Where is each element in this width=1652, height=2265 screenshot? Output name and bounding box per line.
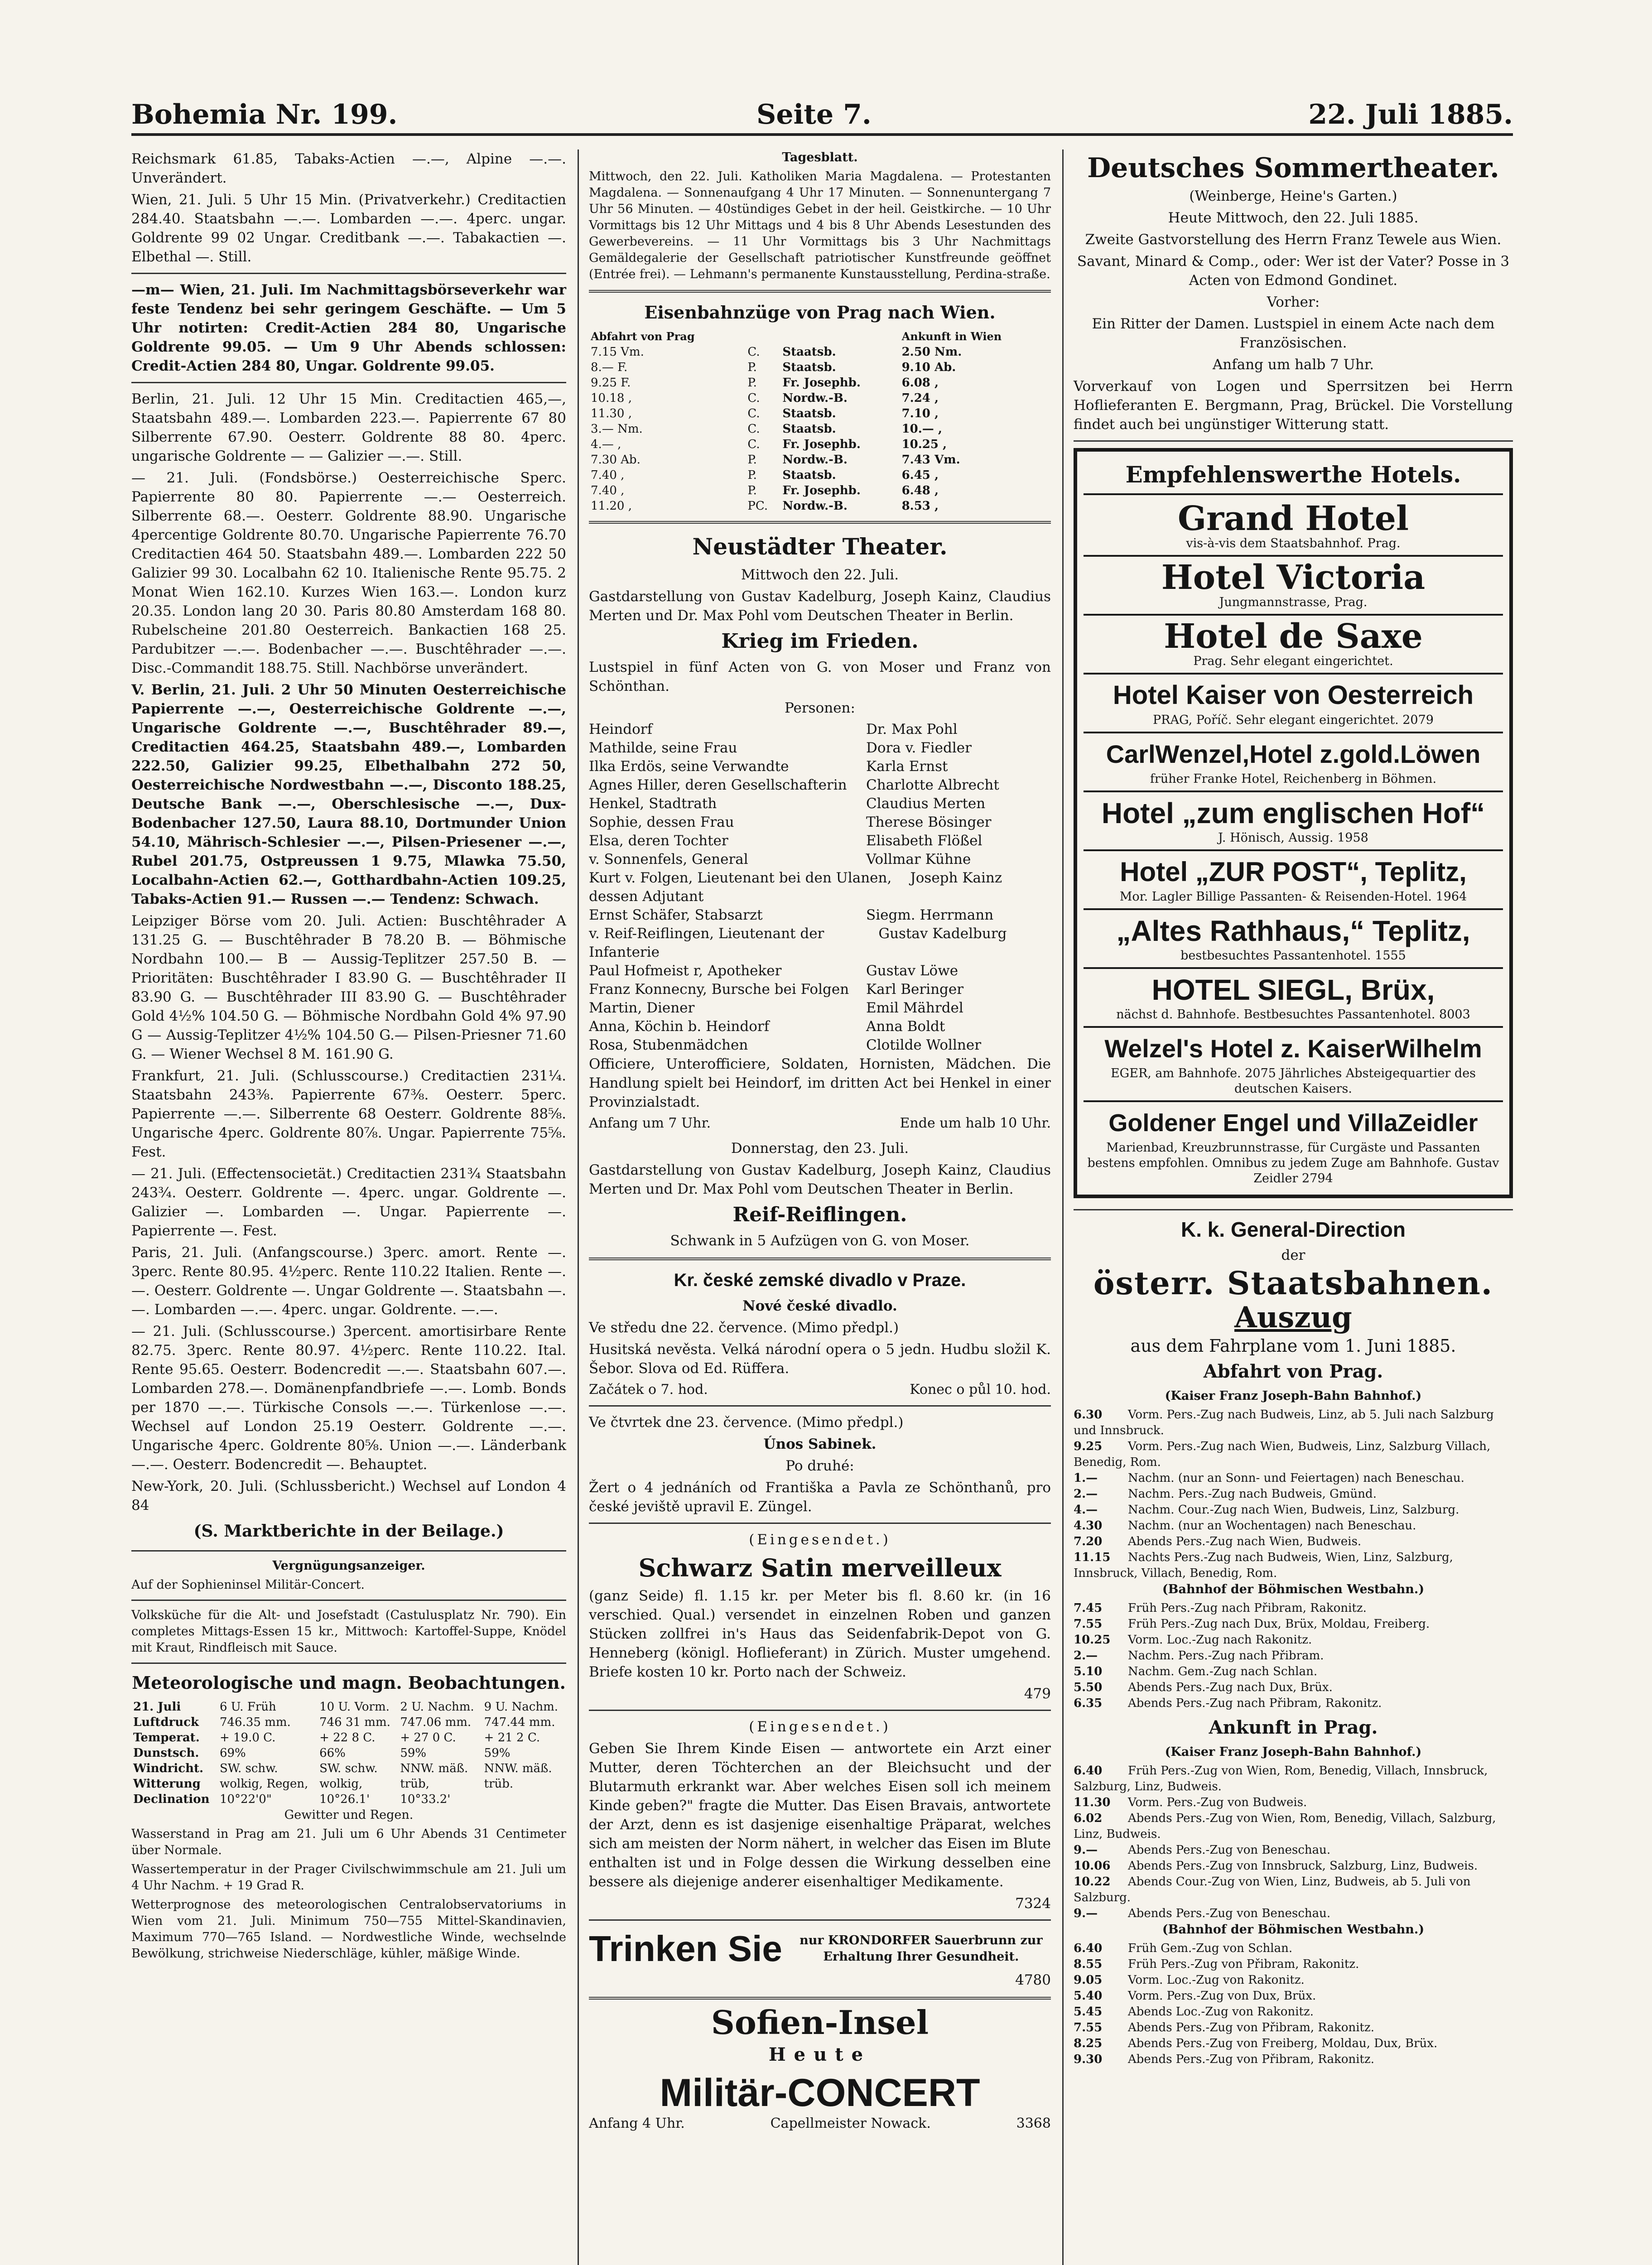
market-report: New-York, 20. Juli. (Schlussbericht.) Wechsel auf London 4 84	[131, 1478, 566, 1513]
table-row: 11.20 , PC. Nordw.-B. 8.53 ,	[591, 499, 939, 513]
departures-heading: Abfahrt von Prag.	[1203, 1361, 1383, 1382]
section-heading: Eisenbahnzüge von Prag nach Wien.	[644, 302, 996, 323]
hotel-ad: Goldener Engel und VillaZeidler Marienbad, Kreuzbrunnstrasse, für Curgäste und Passanten bestens empfohlen. Omnibus zu jedem Zuge am Bahnhofe. Gustav Zeidler 2794	[1087, 1109, 1499, 1186]
mineral-water-ad	[589, 1927, 1051, 1971]
market-report: — 21. Juli. (Effectensocietät.) Creditactien 231¾ Staatsbahn 243¾. Oesterr. Goldrente —. 4perc. ungar. Goldrente —. Galizier —. Lombarden —. Ungar. Papierrente —. Papierrente —. Fest.	[131, 1166, 566, 1239]
table-row: 11.30 , C. Staatsb. 7.10 ,	[591, 407, 939, 420]
performance-date: Mittwoch den 22. Juli.	[741, 567, 899, 583]
list-item: 7.45 Früh Pers.-Zug nach Přibram, Rakonitz.	[1074, 1601, 1367, 1615]
play-note: Vorher:	[1267, 294, 1320, 310]
hotel-ad: Hotel Victoria Jungmannstrasse, Prag.	[1084, 557, 1503, 616]
table-row: 9.25 F. P. Fr. Josephb. 6.08 ,	[591, 376, 939, 390]
performance-date: Heute Mittwoch, den 22. Juli 1885.	[1168, 210, 1419, 226]
market-report: Frankfurt, 21. Juli. (Schlusscourse.) Creditactien 231¼. Staatsbahn 243⅜. Papierrente 67⅜. Oesterr. 5perc. Papierrente —.—. Silberrente 68 Oesterr. Goldrente 88⅝. Ungarische 4perc. Goldrente 80⅞. Ungar. Papierrente 75⅝. Fest.	[131, 1068, 566, 1160]
list-item: 10.06 Abends Pers.-Zug von Innsbruck, Salzburg, Linz, Budweis.	[1074, 1859, 1478, 1873]
list-item: Ilka Erdös, seine Verwandte Karla Ernst	[589, 758, 948, 775]
table-row: 7.15 Vm. C. Staatsb. 2.50 Nm.	[591, 345, 962, 359]
performance-date: Ve čtvrtek dne 23. července. (Mimo předpl.)	[589, 1414, 904, 1431]
list-item: Heindorf Dr. Max Pohl	[589, 721, 958, 737]
list-item: 5.50 Abends Pers.-Zug nach Dux, Brüx.	[1074, 1681, 1333, 1694]
divider	[589, 1919, 1051, 1921]
list-item: Mathilde, seine Frau Dora v. Fiedler	[589, 740, 972, 756]
list-item: 10.22 Abends Cour.-Zug von Wien, Linz, Budweis, ab 5. Juli von Salzburg.	[1074, 1875, 1471, 1904]
list-item: 9.— Abends Pers.-Zug von Beneschau.	[1074, 1843, 1331, 1857]
performance-times: Začátek o 7. hod. Konec o půl 10. hod.	[589, 1382, 1051, 1398]
list-item: 8.25 Abends Pers.-Zug von Freiberg, Moldau, Dux, Brüx.	[1074, 2037, 1438, 2050]
hotel-ad: Hotel „zum englischen Hof“ J. Hönisch, Aussig. 1958	[1084, 792, 1503, 851]
market-report: — 21. Juli. (Fondsbörse.) Oesterreichische Sperc. Papierrente 80 80. Papierrente —.— Oesterreich. Silberrente 68.—. Oesterr. Goldrente 88.90. Ungarische 4percentige Goldrente 80.70. Ungarische Papierrente 76.70 Creditactien 464 50. Staatsbahn 489.—. Lombarden 222 50 Galizier 99 30. Localbahn 62 10. Italienische Rente 95.75. 2 Monat Wien 162.10. Kurzes Wien 163.—. London kurz 20.35. London lang 20 30. Paris 80.80 Amsterdam 168 80. Rubelscheine 201.80 Oesterreich. Bankactien 168 25. Pardubitzer —.—. Bodenbacher —.—. Buschtêhrader —.—. Disc.-Commandit 188.75. Still. Nachbörse unverändert.	[131, 470, 566, 676]
table-row: Witterung wolkig, Regen, wolkig, trüb, trüb.	[133, 1777, 514, 1791]
list-item: 7.55 Früh Pers.-Zug nach Dux, Brüx, Moldau, Freiberg.	[1074, 1617, 1430, 1631]
play-description: Lustspiel in fünf Acten von G. von Moser und Franz von Schönthan.	[589, 659, 1051, 694]
hotel-ad: CarlWenzel,Hotel z.gold.Löwen früher Franke Hotel, Reichenberg in Böhmen.	[1084, 733, 1503, 792]
ad-number: 4780	[1015, 1972, 1051, 1988]
table-row: 7.40 , P. Fr. Josephb. 6.48 ,	[591, 484, 939, 497]
play-description: Husitská nevěsta. Velká národní opera o 5 jedn. Hudbu složil K. Šebor. Slova od Ed. Rüffera.	[589, 1341, 1051, 1377]
station-heading: (Kaiser Franz Joseph-Bahn Bahnhof.)	[1165, 1745, 1422, 1759]
divider	[1074, 440, 1513, 442]
market-report: Reichsmark 61.85, Tabaks-Actien —.—, Alpine —.—. Unverändert.	[131, 151, 566, 186]
weather-table	[131, 1699, 566, 1807]
header-page-number: Seite 7.	[756, 99, 872, 130]
list-item: 4.— Nachm. Cour.-Zug nach Wien, Budweis, Linz, Salzburg.	[1074, 1503, 1459, 1517]
divider	[131, 1550, 566, 1552]
departure-list	[1074, 1600, 1513, 1711]
header-date: 22. Juli 1885.	[1308, 99, 1513, 130]
list-item: 9.25 Vorm. Pers.-Zug nach Wien, Budweis, Linz, Salzburg Villach, Benedig, Rom.	[1074, 1440, 1491, 1469]
market-report: Leipziger Börse vom 20. Juli. Actien: Buschtêhrader A 131.25 G. — Buschtêhrader B 78.20 B. — Böhmische Nordbahn 100.— B — Aussig-Teplitzer 257.50 B. — Prioritäten: Buschtêhrader I 83.90 G. — Buschtêhrader II 83.90 G. — Buschtêhrader III 83.90 G. — Buschtêhrader Gold 4½% 104.50 G. — Böhmische Nordbahn Gold 4% 97.90 G — Aussig-Teplitzer 4½% 104.50 G.— Pilsen-Priesner 71.60 G. — Wiener Wechsel 8 M. 161.90 G.	[131, 913, 566, 1062]
list-item: 5.45 Abends Loc.-Zug von Rakonitz.	[1074, 2005, 1314, 2019]
list-item: Henkel, Stadtrath Claudius Merten	[589, 795, 986, 812]
arrival-list	[1074, 1941, 1513, 2067]
arrival-list	[1074, 1763, 1513, 1922]
railway-authority-connector: der	[1281, 1247, 1305, 1263]
table-row: 8.— F. P. Staatsb. 9.10 Ab.	[591, 361, 956, 374]
column-ads-timetable	[1074, 149, 1513, 2067]
station-heading: (Bahnhof der Böhmischen Westbahn.)	[1162, 1923, 1425, 1937]
column-theatre	[589, 149, 1051, 2133]
table-row: Dunstsch. 69% 66% 59% 59%	[133, 1746, 511, 1760]
list-item: 1.— Nachm. (nur an Sonn- und Feiertagen) nach Beneschau.	[1074, 1471, 1464, 1485]
hotel-directory-title: Empfehlenswerthe Hotels.	[1084, 459, 1503, 495]
list-item: v. Reif-Reiflingen, Lieutenant der Infanterie Gustav Kadelburg	[589, 925, 1007, 960]
list-item: Anna, Köchin b. Heindorf Anna Boldt	[589, 1018, 945, 1035]
play-note: Officiere, Unterofficiere, Soldaten, Hornisten, Mädchen. Die Handlung spielt bei Heindorf, im dritten Act bei Henkel in einer Provinzialstadt.	[589, 1056, 1051, 1110]
soup-kitchen-notice: Volksküche für die Alt- und Josefstadt (Castulusplatz Nr. 790). Ein completes Mittags-Essen 15 kr., Mittwoch: Kartoffel-Suppe, Knödel mit Kraut, Rindfleisch mit Sauce.	[131, 1608, 566, 1655]
market-report: Paris, 21. Juli. (Anfangscourse.) 3perc. amort. Rente —. 3perc. Rente 80.95. 4½perc. Rente 110.22 Italien. Rente —.—. Oesterr. Goldrente —. Ungar Goldrente —. Staatsbahn —.—. Lombarden —.—. 4perc. ungar. Goldrente. —.—.	[131, 1244, 566, 1318]
column-rule	[1062, 149, 1064, 2265]
list-item: Agnes Hiller, deren Gesellschafterin Charlotte Albrecht	[589, 777, 999, 793]
concert-details: Anfang 4 Uhr. Capellmeister Nowack. 3368	[589, 2116, 1051, 2131]
list-item: 9.— Abends Pers.-Zug von Beneschau.	[1074, 1907, 1331, 1920]
play-title: Krieg im Frieden.	[721, 630, 919, 653]
list-item: 4.30 Nachm. (nur an Wochentagen) nach Beneschau.	[1074, 1519, 1416, 1532]
list-item: Sophie, dessen Frau Therese Bösinger	[589, 814, 992, 830]
list-item: 9.30 Abends Pers.-Zug von Přibram, Rakonitz.	[1074, 2053, 1374, 2066]
divider	[589, 290, 1051, 293]
submitted-label: (Eingesendet.)	[749, 1719, 891, 1735]
market-report: — 21. Juli. (Schlusscourse.) 3percent. amortisirbare Rente 82.75. 3perc. Rente 80.97. 4½perc. Rente 110.22. Ital. Rente 95.65. Oesterr. Bodencredit —.—. Staatsbahn 607.—. Lombarden 278.—. Domänenpfandbriefe —.—. Lomb. Bonds per 1870 —.—. Türkische Consols —.—. Türkenlose —.—. Wechsel auf London 25.19 Oesterr. Goldrente —.—. Ungarische 4perc. Goldrente 80⅝. Union —.—. Länderbank —.—. Oesterr. Bodencredit —. Behauptet.	[131, 1323, 566, 1473]
railway-name: österr. Staatsbahnen.	[1093, 1264, 1493, 1302]
section-heading: Tagesblatt.	[782, 150, 858, 164]
guest-performance-note: Gastdarstellung von Gustav Kadelburg, Joseph Kainz, Claudius Merten und Dr. Max Pohl vom Deutschen Theater in Berlin.	[589, 1162, 1051, 1197]
timetable-heading: Auszug	[1234, 1301, 1352, 1335]
list-item: 2.— Nachm. Pers.-Zug nach Přibram.	[1074, 1649, 1324, 1663]
list-item: Martin, Diener Emil Mährdel	[589, 1000, 963, 1016]
list-item: Paul Hofmeist r, Apotheker Gustav Löwe	[589, 963, 958, 979]
list-item: 8.55 Früh Pers.-Zug von Přibram, Rakonitz.	[1074, 1957, 1359, 1971]
weather-forecast: Wetterprognose des meteorologischen Centralobservatoriums in Wien vom 21. Juli. Minimum 750—755 Mittel-Skandinavien, Maximum 770—765 Island. — Nordwestliche Winde, wechselnde Bewölkung, strichweise Niederschläge, kühler, mäßige Winde.	[131, 1898, 566, 1961]
mineral-water-headline: Trinken Sie	[589, 1928, 782, 1969]
divider	[131, 1663, 566, 1664]
divider	[589, 521, 1051, 524]
list-item: 11.15 Nachts Pers.-Zug nach Budweis, Wien, Linz, Salzburg, Innsbruck, Villach, Benedig, Rom.	[1074, 1551, 1453, 1580]
list-item: Franz Konnecny, Bursche bei Folgen Karl Beringer	[589, 981, 964, 998]
train-table	[589, 329, 1051, 514]
header-issue: Bohemia Nr. 199.	[131, 99, 398, 130]
play-description: Žert o 4 jednáních od Františka a Pavla ze Schönthanů, pro české jeviště upravil E. Züngel.	[589, 1479, 1051, 1515]
market-report: Wien, 21. Juli. 5 Uhr 15 Min. (Privatverkehr.) Creditactien 284.40. Staatsbahn —.—. Lombarden —.—. 4perc. ungar. Goldrente 99 02 Ungar. Creditbank —.—. Tabakactien —. Elbethal —. Still.	[131, 192, 566, 265]
hotel-ad: Hotel Kaiser von Oesterreich PRAG, Poříč. Sehr elegant eingerichtet. 2079	[1084, 675, 1503, 733]
table-row: Temperat. + 19.0 C. + 22 8 C. + 27 0 C. + 21 2 C.	[133, 1731, 540, 1745]
station-heading: (Bahnhof der Böhmischen Westbahn.)	[1162, 1582, 1425, 1596]
performance-date: Donnerstag, den 23. Juli.	[731, 1140, 909, 1157]
list-item: 5.40 Vorm. Pers.-Zug von Dux, Brüx.	[1074, 1989, 1316, 2003]
list-item: 6.30 Vorm. Pers.-Zug nach Budweis, Linz, ab 5. Juli nach Salzburg und Innsbruck.	[1074, 1408, 1494, 1437]
departure-list	[1074, 1407, 1513, 1581]
market-report: —m— Wien, 21. Juli. Im Nachmittagsbörseverkehr war feste Tendenz bei sehr geringem Geschäfte. — Um 5 Uhr notirten: Credit-Actien 284 80, Ungarische Goldrente 99.05. — Um 9 Uhr Abends schlossen: Credit-Actien 284 80, Ungar. Goldrente 99.05.	[131, 282, 566, 374]
divider	[131, 273, 566, 274]
table-row: 21. Juli 6 U. Früh 10 U. Vorm. 2 U. Nachm. 9 U. Nachm.	[133, 1700, 558, 1714]
list-item: 11.30 Vorm. Pers.-Zug von Budweis.	[1074, 1796, 1307, 1809]
play-title: Ein Ritter der Damen. Lustspiel in einem Acte nach dem Französischen.	[1092, 316, 1495, 351]
daily-calendar: Mittwoch, den 22. Juli. Katholiken Maria Magdalena. — Protestanten Magdalena. — Sonnenaufgang 4 Uhr 17 Minuten. — Sonnenuntergang 7 Uhr 56 Minuten. — 40stündiges Gebet in der heil. Geistkirche. — 10 Uhr Vormittags bis 12 Uhr Mittags und 4 bis 8 Uhr Abends Lesestunden des Gewerbevereins. — 11 Uhr Vormittags bis 3 Uhr Nachmittags Gemäldegalerie der Gesellschaft patriotischer Kunstfreunde geöffnet (Entrée frei). — Lehmann's permanente Kunstausstellung, Perdina-straße.	[589, 169, 1051, 281]
play-description: Schwank in 5 Aufzügen von G. von Moser.	[670, 1233, 970, 1249]
guest-performance-note: Zweite Gastvorstellung des Herrn Franz Tewele aus Wien.	[1085, 231, 1502, 248]
table-row: Luftdruck 746.35 mm. 746 31 mm. 747.06 mm. 747.44 mm.	[133, 1716, 555, 1729]
hotel-directory	[1074, 448, 1513, 1198]
water-level-note: Wasserstand in Prag am 21. Juli um 6 Uhr Abends 31 Centimeter über Normale.	[131, 1827, 566, 1857]
list-item: 6.02 Abends Pers.-Zug von Wien, Rom, Benedig, Villach, Salzburg, Linz, Budweis.	[1074, 1812, 1496, 1841]
section-heading: Vergnügungsanzeiger.	[272, 1559, 425, 1573]
divider	[589, 1258, 1051, 1260]
theatre-name: Deutsches Sommertheater.	[1087, 152, 1499, 184]
ad-number: 7324	[1015, 1895, 1051, 1912]
table-row: 4.— , C. Fr. Josephb. 10.25 ,	[591, 438, 947, 451]
timetable-validity: aus dem Fahrplane vom 1. Juni 1885.	[1130, 1336, 1456, 1356]
divider	[1074, 1209, 1513, 1210]
hotel-ad: Welzel's Hotel z. KaiserWilhelm EGER, am Bahnhofe. 2075 Jährliches Absteigequartier des deutschen Kaisers.	[1084, 1028, 1503, 1102]
water-temperature-note: Wassertemperatur in der Prager Civilschwimmschule am 21. Juli um 4 Uhr Nachm. + 19 Grad R.	[131, 1862, 566, 1893]
ticket-note: Vorverkauf von Logen und Sperrsitzen bei Herrn Hoflieferanten E. Bergmann, Prag, Brückel. Die Vorstellung findet auch bei ungünstiger Witterung statt.	[1074, 378, 1513, 433]
cast-heading: Personen:	[785, 700, 855, 716]
submitted-label: (Eingesendet.)	[749, 1532, 891, 1548]
performance-date: Ve středu dne 22. července. (Mimo předpl.)	[589, 1320, 899, 1336]
see-supplement-note: (S. Marktberichte in der Beilage.)	[193, 1522, 504, 1541]
railway-authority: K. k. General-Direction	[1181, 1218, 1406, 1241]
mineral-water-text: nur KRONDORFER Sauerbrunn zur Erhaltung Ihrer Gesundheit.	[800, 1933, 1043, 1964]
list-item: 7.55 Abends Pers.-Zug von Přibram, Rakonitz.	[1074, 2021, 1374, 2034]
divider	[589, 1523, 1051, 1524]
weather-note: Gewitter und Regen.	[284, 1808, 414, 1822]
hotel-ad: Grand Hotel vis-à-vis dem Staatsbahnhof. Prag.	[1084, 498, 1503, 557]
play-title: Savant, Minard & Comp., oder: Wer ist der Vater? Posse in 3 Acten von Edmond Gondinet.	[1077, 253, 1510, 289]
theatre-location: (Weinberge, Heine's Garten.)	[1189, 188, 1397, 204]
station-heading: (Kaiser Franz Joseph-Bahn Bahnhof.)	[1165, 1389, 1422, 1403]
page-header	[131, 95, 1513, 136]
table-row: 7.40 , P. Staatsb. 6.45 ,	[591, 468, 939, 482]
performance-times: Anfang um 7 Uhr. Ende um halb 10 Uhr.	[589, 1115, 1051, 1131]
list-item: 6.40 Früh Pers.-Zug von Wien, Rom, Benedig, Villach, Innsbruck, Salzburg, Linz, Budweis.	[1074, 1764, 1488, 1793]
theatre-name: Neustädter Theater.	[692, 533, 948, 560]
list-item: 5.10 Nachm. Gem.-Zug nach Schlan.	[1074, 1665, 1318, 1678]
performance-time: Anfang um halb 7 Uhr.	[1212, 357, 1374, 373]
silk-ad-text: (ganz Seide) fl. 1.15 kr. per Meter bis fl. 8.60 kr. (in 16 verschied. Qual.) versendet in einzelnen Roben und ganzen Stücken zollfrei in's Haus das Seidenfabrik-Depot von G. Henneberg (königl. Hoflieferant) in Zürich. Muster umgehend. Briefe kosten 10 kr. Porto nach der Schweiz.	[589, 1588, 1051, 1680]
newspaper-page	[131, 68, 1513, 2265]
entertainment-notice: Auf der Sophieninsel Militär-Concert.	[131, 1578, 365, 1592]
cast-list	[589, 720, 1051, 1055]
divider	[589, 1997, 1051, 2000]
table-row: 7.30 Ab. P. Nordw.-B. 7.43 Vm.	[591, 453, 960, 467]
list-item: Kurt v. Folgen, Lieutenant bei den Ulanen, dessen Adjutant Joseph Kainz	[589, 870, 1002, 905]
table-row: Windricht. SW. schw. SW. schw. NNW. mäß. NNW. mäß.	[133, 1762, 552, 1775]
hotel-ad: HOTEL SIEGL, Brüx, nächst d. Bahnhofe. Bestbesuchtes Passantenhotel. 8003	[1084, 969, 1503, 1028]
silk-ad-headline: Schwarz Satin merveilleux	[638, 1553, 1002, 1582]
ad-number: 479	[1024, 1686, 1051, 1702]
market-report: Berlin, 21. Juli. 12 Uhr 15 Min. Creditactien 465,—, Staatsbahn 489.—. Lombarden 223.—. Papierrente 67 80 Silberrente 67.90. Oesterr. Goldrente 88 80. 4perc. ungarische Goldrente — — Galizier —.—. Still.	[131, 391, 566, 464]
list-item: 6.35 Abends Pers.-Zug nach Přibram, Rakonitz.	[1074, 1696, 1382, 1710]
concert-headline: Militär-CONCERT	[660, 2071, 980, 2115]
table-row: 3.— Nm. C. Staatsb. 10.— ,	[591, 422, 942, 436]
divider	[589, 1710, 1051, 1711]
play-title: Únos Sabinek.	[763, 1436, 877, 1452]
column-stock-market	[131, 149, 566, 1965]
czech-theatre-subtitle: Nové české divadlo.	[742, 1298, 897, 1314]
list-item: 7.20 Abends Pers.-Zug nach Wien, Budweis.	[1074, 1535, 1362, 1548]
divider	[131, 1600, 566, 1601]
list-item: Rosa, Stubenmädchen Clotilde Wollner	[589, 1037, 982, 1053]
table-row: Declination 10°22'0" 10°26.1' 10°33.2'	[133, 1793, 451, 1806]
column-rule	[578, 149, 579, 2265]
table-row: Abfahrt von Prag Ankunft in Wien	[591, 330, 1002, 343]
section-heading: Meteorologische und magn. Beobachtungen.	[132, 1672, 566, 1693]
divider	[131, 382, 566, 383]
list-item: 2.— Nachm. Pers.-Zug nach Budweis, Gmünd.	[1074, 1487, 1377, 1501]
concert-venue: Sofien-Insel	[711, 2003, 929, 2042]
list-item: Ernst Schäfer, Stabsarzt Siegm. Herrmann	[589, 907, 994, 923]
list-item: Elsa, deren Tochter Elisabeth Flößel	[589, 833, 983, 849]
play-note: Po druhé:	[785, 1458, 854, 1474]
list-item: 9.05 Vorm. Loc.-Zug von Rakonitz.	[1074, 1973, 1305, 1987]
hotel-ad: Hotel „ZUR POST“, Teplitz, Mor. Lagler Billige Passanten- & Reisenden-Hotel. 1964	[1084, 851, 1503, 910]
hotel-ad: „Altes Rathhaus,“ Teplitz, bestbesuchtes Passantenhotel. 1555	[1084, 910, 1503, 969]
play-title: Reif-Reiflingen.	[732, 1203, 907, 1226]
table-row: 10.18 , C. Nordw.-B. 7.24 ,	[591, 391, 939, 405]
czech-theatre-name: Kr. české zemské divadlo v Praze.	[674, 1270, 966, 1290]
divider	[589, 1405, 1051, 1407]
guest-performance-note: Gastdarstellung von Gustav Kadelburg, Joseph Kainz, Claudius Merten und Dr. Max Pohl vom Deutschen Theater in Berlin.	[589, 588, 1051, 624]
iron-tonic-ad: Geben Sie Ihrem Kinde Eisen — antwortete ein Arzt einer Mutter, deren Töchterchen an der Bleichsucht und der Blutarmuth erkrankt war. Aber welches Eisen soll ich meinem Kinde geben?" fragte die Mutter. Das Eisen Bravais, antwortete der Arzt, denn es ist dasjenige eisenhaltige Präparat, welches sich am meisten der Norm nähert, in welcher das Eisen im Blute enthalten ist und in Folge dessen die Wirkung desselben eine bessere als diejenige anderer eisenhaltiger Medikamente.	[589, 1740, 1051, 1890]
list-item: 6.40 Früh Gem.-Zug von Schlan.	[1074, 1942, 1293, 1955]
hotel-ad: Hotel de Saxe Prag. Sehr elegant eingerichtet.	[1084, 616, 1503, 675]
list-item: 10.25 Vorm. Loc.-Zug nach Rakonitz.	[1074, 1633, 1312, 1647]
arrivals-heading: Ankunft in Prag.	[1209, 1717, 1378, 1738]
list-item: v. Sonnenfels, General Vollmar Kühne	[589, 851, 971, 867]
concert-day: Heute	[768, 2044, 872, 2065]
market-report: V. Berlin, 21. Juli. 2 Uhr 50 Minuten Oesterreichische Papierrente —.—, Oesterreichische Goldrente —.—, Ungarische Goldrente —.—, Buschtêhrader 89.—, Creditactien 464.25, Staatsbahn 489.—, Lombarden 222.50, Galizier 99.25, Elbethalbahn 272 50, Oesterreichische Nordwestbahn —.—, Disconto 188.25, Deutsche Bank —.—, Oberschlesische —.—, Dux-Bodenbacher 127.50, Laura 88.10, Dortmunder Union 54.10, Mährisch-Schlesier —.—, Pilsen-Priesener —.—, Rubel 201.75, Ostpreussen 1 9.75, Mlawka 75.50, Localbahn-Actien 62.—, Gotthardbahn-Actien 109.25, Tabaks-Actien 91.— Russen —.— Tendenz: Schwach.	[131, 682, 566, 907]
